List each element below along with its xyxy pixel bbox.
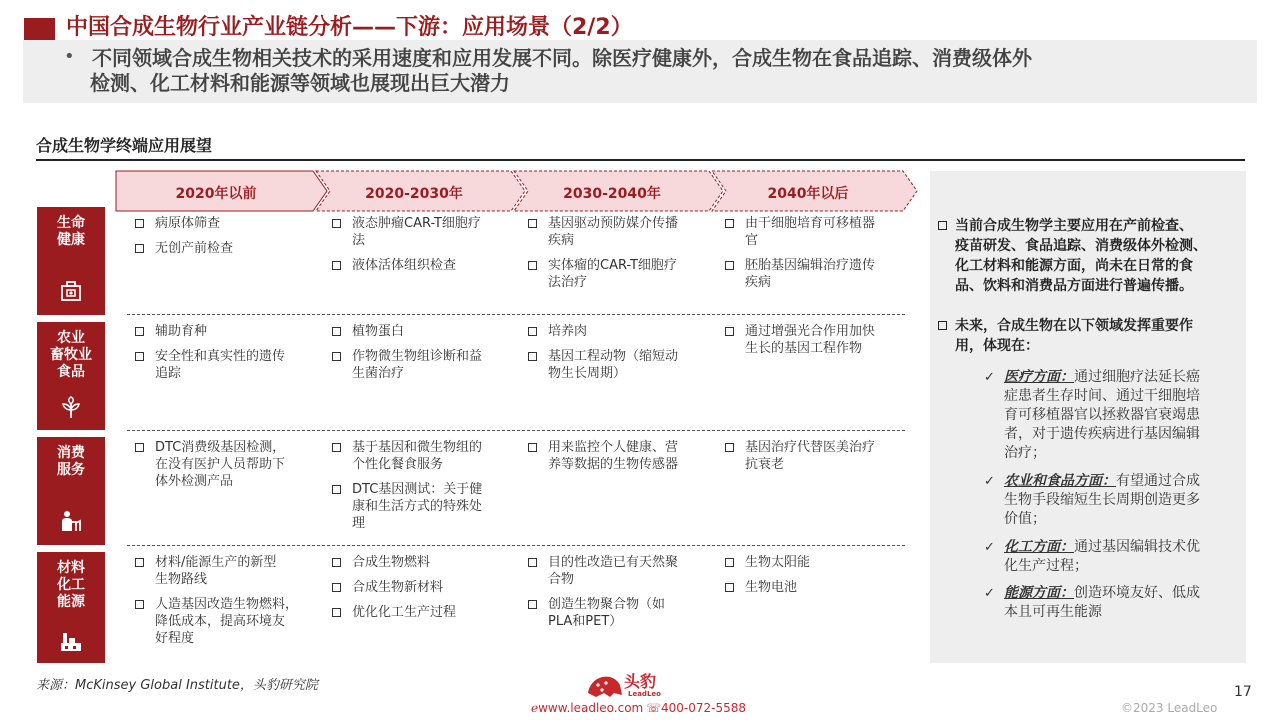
plant-leaf-icon [59, 396, 83, 420]
grid-cell [526, 323, 710, 390]
grid-cell [330, 323, 514, 390]
logo-text: 头豹 [624, 672, 657, 691]
summary-point: 未来，合成生物在以下领域发挥重要作 用，体现在： [938, 316, 1193, 356]
list-item: 作物微生物组诊断和益 生菌治疗 [330, 348, 514, 382]
list-item: 生物太阳能 [723, 554, 907, 571]
grid-cell [330, 554, 514, 629]
list-item: 生物电池 [723, 579, 907, 596]
list-item: 材料/能源生产的新型 生物路线 [133, 554, 317, 588]
phase-label: 2020年以前 [175, 186, 257, 202]
list-item: 辅助育种 [133, 323, 317, 340]
list-item: 由干细胞培育可移植器 官 [723, 215, 907, 249]
row-header-label: 农业 畜牧业 食品 [50, 330, 92, 380]
check-icon: ✓ [984, 370, 995, 385]
row-header-agriculture [37, 322, 105, 430]
phone-icon: ☏ [646, 701, 662, 715]
list-item: 植物蛋白 [330, 323, 514, 340]
source-note: 来源：McKinsey Global Institute，头豹研究院 [36, 678, 318, 693]
list-item: 液态肿瘤CAR-T细胞疗 法 [330, 215, 514, 249]
list-item: 病原体筛查 [133, 215, 317, 232]
list-item: 无创产前检查 [133, 240, 317, 257]
globe-icon: ℯ [531, 701, 539, 715]
grid-cell [330, 215, 514, 282]
check-icon: ✓ [984, 474, 995, 489]
row-divider [127, 430, 905, 431]
list-item: 用来监控个人健康、营 养等数据的生物传感器 [526, 439, 710, 473]
grid-cell [133, 215, 317, 265]
list-item: 合成生物新材料 [330, 579, 514, 596]
row-divider [127, 314, 905, 315]
copyright: ©2023 LeadLeo [1121, 701, 1218, 715]
row-header-label: 材料 化工 能源 [57, 560, 85, 610]
grid-cell [723, 215, 907, 299]
list-item: DTC消费级基因检测， 在没有医护人员帮助下 体外检测产品 [133, 439, 317, 490]
area-key: 医疗方面： [1004, 369, 1074, 385]
list-item: 创造生物聚合物（如 PLA和PET） [526, 596, 710, 630]
summary-point: 当前合成生物学主要应用在产前检查、 疫苗研发、食品追踪、消费级体外检测、 化工材料和能源方面，尚未在日常的食 品、饮料和消费品方面进行普遍传播。 [938, 216, 1207, 296]
phase-label: 2030-2040年 [563, 186, 661, 202]
logo-subtext: LeadLeo [628, 690, 661, 698]
row-header-label: 消费 服务 [57, 445, 85, 478]
area-key: 农业和食品方面： [1004, 473, 1116, 489]
section-divider [36, 159, 1245, 161]
phone-text: 400-072-5588 [661, 701, 747, 715]
phone-contact [646, 701, 746, 715]
row-header-health [37, 207, 105, 315]
phase-label: 2040年以后 [767, 186, 849, 202]
check-icon: ✓ [984, 540, 995, 555]
summary-line: 不同领域合成生物相关技术的采用速度和应用发展不同。除医疗健康外，合成生物在食品追踪、消费级体外 [92, 46, 1032, 70]
list-item: 优化化工生产过程 [330, 604, 514, 621]
row-divider [127, 545, 905, 546]
list-item: 基于基因和微生物组的 个性化餐食服务 [330, 439, 514, 473]
list-item: 胚胎基因编辑治疗遗传 疾病 [723, 257, 907, 291]
grid-cell [723, 323, 907, 365]
list-item: 人造基因改造生物燃料， 降低成本，提高环境友 好程度 [133, 596, 317, 647]
grid-cell [133, 554, 317, 655]
page-number: 17 [1234, 684, 1252, 700]
row-header-label: 生命 健康 [57, 215, 85, 248]
grid-cell [330, 439, 514, 540]
consumer-service-icon [59, 509, 83, 533]
grid-cell [723, 554, 907, 604]
list-item: 培养肉 [526, 323, 710, 340]
check-icon: ✓ [984, 586, 995, 601]
phase-label: 2020-2030年 [365, 186, 463, 202]
grid-cell [723, 439, 907, 481]
summary-bullet: • [64, 46, 75, 67]
summary-text [92, 46, 1242, 96]
list-item: 合成生物燃料 [330, 554, 514, 571]
grid-cell [526, 439, 710, 481]
list-item: 安全性和真实性的遗传 追踪 [133, 348, 317, 382]
future-area-point: ✓ 农业和食品方面：有望通过合成 生物手段缩短生长周期创造更多 价值； [984, 473, 1200, 527]
summary-line: 检测、化工材料和能源等领域也展现出巨大潜力 [90, 71, 510, 95]
list-item: 目的性改造已有天然聚 合物 [526, 554, 710, 588]
checkbox-bullet-icon [938, 221, 947, 230]
website-link[interactable] [531, 701, 643, 715]
list-item: 基因驱动预防媒介传播 疾病 [526, 215, 710, 249]
list-item: 基因工程动物（缩短动 物生长周期） [526, 348, 710, 382]
row-header-consumer [37, 437, 105, 545]
future-area-point: ✓ 化工方面：通过基因编辑技术优 化生产过程； [984, 539, 1200, 574]
list-item: DTC基因测试：关于健 康和生活方式的特殊处 理 [330, 481, 514, 532]
list-item: 实体瘤的CAR-T细胞疗 法治疗 [526, 257, 710, 291]
list-item: 基因治疗代替医美治疗 抗衰老 [723, 439, 907, 473]
list-item: 液体活体组织检查 [330, 257, 514, 274]
area-key: 化工方面： [1004, 539, 1074, 555]
website-text: www.leadleo.com [538, 701, 644, 715]
grid-cell [526, 215, 710, 299]
area-key: 能源方面： [1004, 585, 1074, 601]
list-item: 通过增强光合作用加快 生长的基因工程作物 [723, 323, 907, 357]
row-header-materials [37, 552, 105, 663]
factory-icon [59, 630, 83, 654]
section-title: 合成生物学终端应用展望 [36, 136, 213, 155]
grid-cell [133, 439, 317, 498]
page-title: 中国合成生物行业产业链分析——下游：应用场景（2/2） [66, 15, 633, 40]
medical-kit-icon [59, 279, 83, 303]
future-area-point: ✓ 医疗方面：通过细胞疗法延长癌 症患者生存时间、通过干细胞培 育可移植器官以拯救器官衰竭患 者，对于遗传疾病进行基因编辑 治疗； [984, 369, 1200, 461]
grid-cell [133, 323, 317, 390]
future-area-point: ✓ 能源方面：创造环境友好、低成 本且可再生能源 [984, 585, 1200, 620]
checkbox-bullet-icon [938, 321, 947, 330]
grid-cell [526, 554, 710, 638]
